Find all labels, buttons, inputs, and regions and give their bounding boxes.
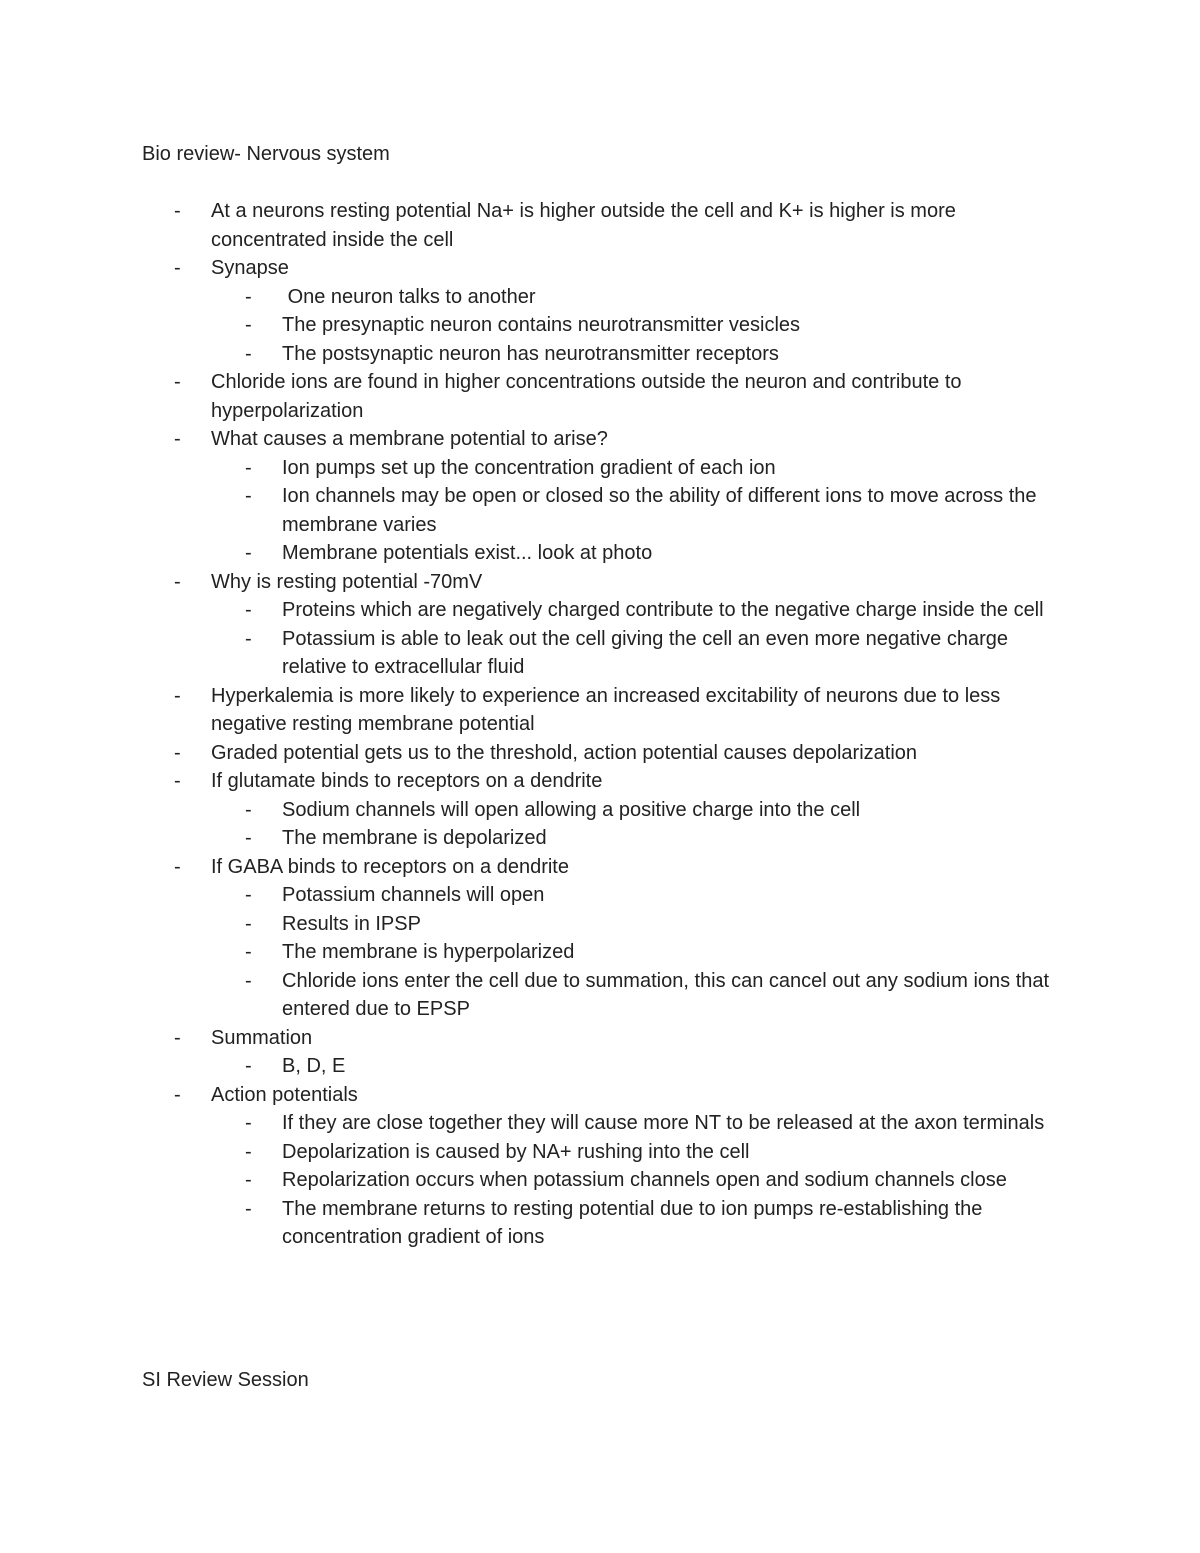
sub-list-item: [0, 539, 1052, 568]
bullet-marker: -: [245, 827, 252, 849]
list-item-text: Hyperkalemia is more likely to experience an increased excitability of neurons due to less negative resting membrane potential: [211, 684, 1006, 735]
list-item-text: Membrane potentials exist... look at photo: [282, 542, 653, 564]
bullet-marker: -: [245, 1055, 252, 1077]
sub-list-item: [0, 283, 1052, 312]
list-item-text: If GABA binds to receptors on a dendrite: [211, 855, 569, 878]
sub-list-item: [0, 910, 1052, 939]
list-item-text: The postsynaptic neuron has neurotransmitter receptors: [282, 342, 779, 365]
bullet-marker: -: [245, 912, 252, 935]
list-item-text: Depolarization is caused by NA+ rushing into the cell: [282, 1140, 750, 1163]
bullet-marker: -: [245, 627, 252, 650]
sub-list-item: [0, 881, 1052, 910]
sub-list-item: [0, 340, 1052, 369]
sub-list-item: [0, 625, 1052, 682]
bullet-marker: -: [245, 1112, 252, 1134]
list-item-text: One neuron talks to another: [282, 285, 536, 308]
list-item: [0, 368, 1051, 425]
sub-list-item: [0, 1166, 1052, 1195]
bullet-marker: -: [174, 1083, 181, 1106]
list-item: [0, 197, 1051, 254]
sub-list-item: [0, 938, 1052, 967]
document-title: Bio review- Nervous system: [142, 143, 390, 165]
bullet-marker: -: [174, 200, 181, 222]
bullet-marker: -: [245, 456, 252, 479]
bullet-marker: -: [245, 941, 252, 963]
sub-list-item: [0, 1109, 1052, 1138]
sub-list-item: [0, 311, 1052, 340]
list-item-text: The membrane is hyperpolarized: [282, 941, 575, 963]
bullet-marker: -: [245, 884, 252, 906]
bullet-marker: -: [245, 969, 252, 992]
bullet-marker: -: [174, 684, 181, 707]
list-item: [0, 568, 1051, 597]
bullet-marker: -: [245, 542, 252, 564]
bullet-marker: -: [174, 570, 181, 593]
bullet-marker: -: [245, 314, 252, 336]
list-item-text: Why is resting potential -70mV: [211, 570, 483, 593]
bullet-marker: -: [174, 1026, 181, 1049]
bullet-marker: -: [174, 770, 181, 792]
list-item-text: Action potentials: [211, 1083, 358, 1106]
list-item-text: Repolarization occurs when potassium channels open and sodium channels close: [282, 1169, 1007, 1191]
list-item: [0, 1081, 1051, 1110]
list-item-text: Chloride ions are found in higher concentrations outside the neuron and contribute to hyperpolarization: [211, 371, 968, 422]
list-item-text: Potassium channels will open: [282, 884, 545, 906]
bullet-marker: -: [245, 1140, 252, 1163]
bullet-marker: -: [174, 428, 181, 450]
bullet-marker: -: [174, 257, 181, 279]
list-item-text: If they are close together they will cause more NT to be released at the axon terminals: [282, 1112, 1045, 1134]
sub-list-item: [0, 1138, 1052, 1167]
section-heading: SI Review Session: [142, 1369, 309, 1391]
list-item-text: Ion channels may be open or closed so the ability of different ions to move across the membrane varies: [282, 485, 1043, 536]
bullet-list: [0, 197, 1200, 1252]
list-item-text: Synapse: [211, 257, 289, 279]
list-item-text: The membrane is depolarized: [282, 827, 547, 849]
bullet-marker: -: [174, 371, 181, 393]
list-item-text: Graded potential gets us to the threshold, action potential causes depolarization: [211, 741, 918, 764]
list-item-text: B, D, E: [282, 1055, 346, 1077]
sub-list-item: [0, 454, 1052, 483]
list-item-text: Potassium is able to leak out the cell giving the cell an even more negative charge relative to extracellular fluid: [282, 627, 1014, 678]
list-item-text: Results in IPSP: [282, 912, 421, 935]
list-item-text: Proteins which are negatively charged contribute to the negative charge inside the cell: [282, 599, 1044, 621]
bullet-marker: -: [245, 798, 252, 821]
list-item-text: Ion pumps set up the concentration gradient of each ion: [282, 456, 776, 479]
bullet-marker: -: [245, 599, 252, 621]
bullet-marker: -: [245, 485, 252, 507]
list-item: [0, 739, 1051, 768]
sub-list-item: [0, 482, 1052, 539]
list-item-text: The membrane returns to resting potential due to ion pumps re-establishing the concentration gradient of ions: [282, 1197, 988, 1248]
bullet-marker: -: [245, 1197, 252, 1220]
list-item-text: What causes a membrane potential to arise?: [211, 428, 608, 450]
list-item-text: The presynaptic neuron contains neurotransmitter vesicles: [282, 314, 801, 336]
bullet-marker: -: [174, 741, 181, 764]
list-item: [0, 682, 1051, 739]
list-item: [0, 1024, 1051, 1053]
list-item: [0, 425, 1051, 454]
list-item: [0, 767, 1051, 796]
bullet-marker: -: [245, 1169, 252, 1191]
list-item: [0, 254, 1051, 283]
list-item-text: If glutamate binds to receptors on a dendrite: [211, 770, 603, 792]
list-item: [0, 853, 1051, 882]
sub-list-item: [0, 1052, 1052, 1081]
bullet-marker: -: [174, 855, 181, 878]
list-item-text: Chloride ions enter the cell due to summation, this can cancel out any sodium ions that entered due to EPSP: [282, 969, 1055, 1020]
list-item-text: At a neurons resting potential Na+ is higher outside the cell and K+ is higher is more concentrated inside the cell: [211, 200, 962, 251]
bullet-marker: -: [245, 285, 252, 308]
sub-list-item: [0, 596, 1052, 625]
list-item-text: Sodium channels will open allowing a positive charge into the cell: [282, 798, 861, 821]
sub-list-item: [0, 824, 1052, 853]
list-item-text: Summation: [211, 1026, 313, 1049]
sub-list-item: [0, 1195, 1052, 1252]
sub-list-item: [0, 967, 1055, 1024]
bullet-marker: -: [245, 342, 252, 365]
sub-list-item: [0, 796, 1052, 825]
